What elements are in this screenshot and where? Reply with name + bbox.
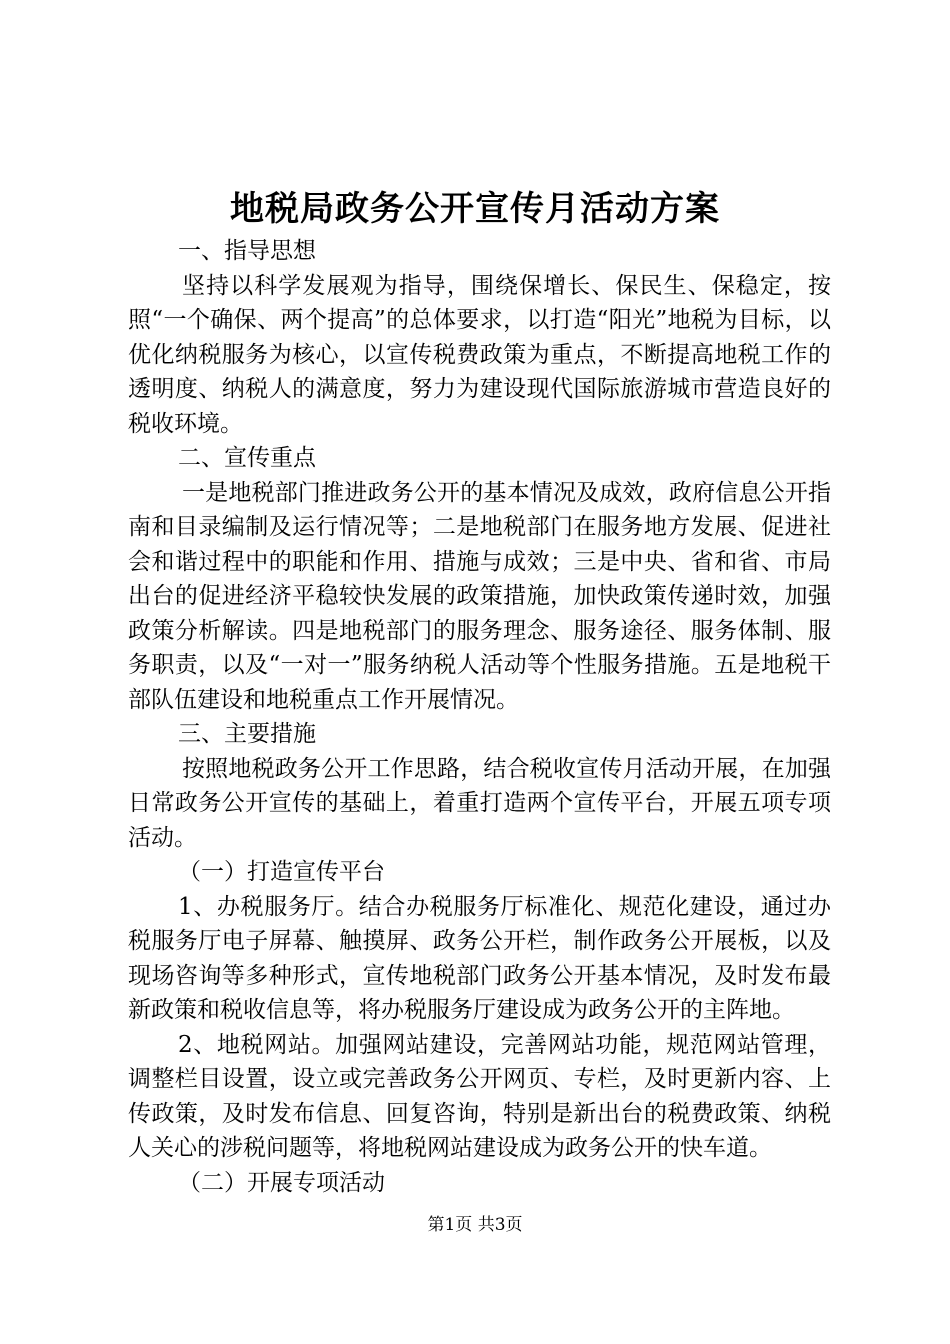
numbered-paragraph: 2、地税网站。加强网站建设，完善网站功能，规范网站管理，调整栏目设置，设立或完善政务公开网页、专栏，及时更新内容、上传政策，及时发布信息、回复咨询，特别是新出台的税费政策、纳税人关心的涉税问题等，将地税网站建设成为政务公开的快车道。 xyxy=(128,1031,831,1161)
body-paragraph: 坚持以科学发展观为指导，围绕保增长、保民生、保稳定，按照“一个确保、两个提高”的总体要求，以打造“阳光”地税为目标，以优化纳税服务为核心，以宣传税费政策为重点，不断提高地税工作的透明度、纳税人的满意度，努力为建设现代国际旅游城市营造良好的税收环境。 xyxy=(128,272,831,437)
section-heading: 二、宣传重点 xyxy=(178,445,316,471)
numbered-paragraph: 1、办税服务厅。结合办税服务厅标准化、规范化建设，通过办税服务厅电子屏幕、触摸屏、政务公开栏，制作政务公开展板，以及现场咨询等多种形式，宣传地税部门政务公开基本情况，及时发布最新政策和税收信息等，将办税服务厅建设成为政务公开的主阵地。 xyxy=(128,893,831,1023)
page-number: 第1页 共3页 xyxy=(427,1215,523,1235)
body-paragraph: 按照地税政务公开工作思路，结合税收宣传月活动开展，在加强日常政务公开宣传的基础上，着重打造两个宣传平台，开展五项专项活动。 xyxy=(128,755,831,851)
body-paragraph: 一是地税部门推进政务公开的基本情况及成效，政府信息公开指南和目录编制及运行情况等；二是地税部门在服务地方发展、促进社会和谐过程中的职能和作用、措施与成效；三是中央、省和省、市局出台的促进经济平稳较快发展的政策措施，加快政策传递时效，加强政策分析解读。四是地税部门的服务理念、服务途径、服务体制、服务职责，以及“一对一”服务纳税人活动等个性服务措施。五是地税干部队伍建设和地税重点工作开展情况。 xyxy=(128,479,831,713)
section-heading: 一、指导思想 xyxy=(178,238,316,264)
subsection-heading: （二）开展专项活动 xyxy=(178,1169,385,1196)
document-body xyxy=(128,234,831,1200)
document-title: 地税局政务公开宣传月活动方案 xyxy=(230,189,720,229)
subsection-heading: （一）打造宣传平台 xyxy=(178,859,385,885)
section-heading: 三、主要措施 xyxy=(178,721,316,747)
